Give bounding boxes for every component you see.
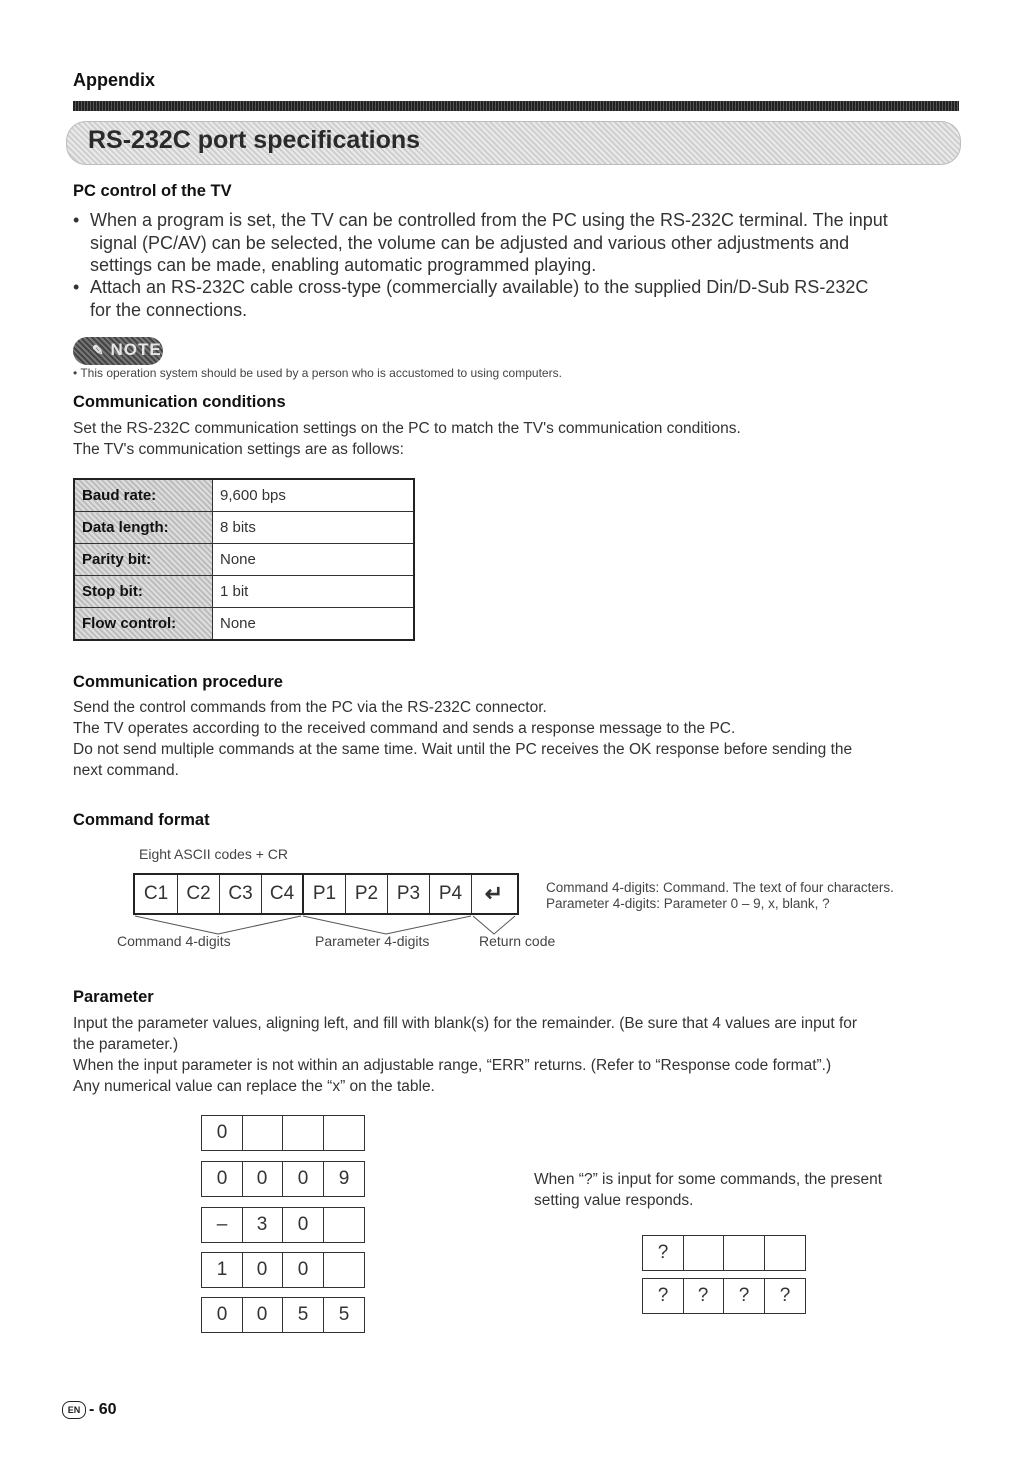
- bullet-2: [73, 276, 963, 321]
- command-label: Command 4-digits: [117, 933, 231, 949]
- setting-value: 9,600 bps: [213, 479, 415, 512]
- command-format-heading: Command format: [73, 811, 210, 829]
- parameter-heading: Parameter: [73, 988, 154, 1006]
- text-line: Any numerical value can replace the “x” on the table.: [73, 1078, 435, 1095]
- param-cell: ?: [724, 1278, 765, 1314]
- setting-value: 1 bit: [213, 576, 415, 608]
- table-row: [74, 479, 414, 512]
- setting-value: None: [213, 544, 415, 576]
- table-row: [74, 576, 414, 608]
- text-line: When “?” is input for some commands, the present: [534, 1171, 883, 1188]
- param-cell: 0: [283, 1161, 324, 1197]
- bullet-2-line-1: Attach an RS-232C cable cross-type (commercially available) to the supplied Din/D-Sub RS-232C: [90, 277, 869, 297]
- param-cell: [324, 1252, 365, 1288]
- setting-value: None: [213, 608, 415, 641]
- setting-label: Flow control:: [74, 608, 213, 641]
- table-row: [74, 544, 414, 576]
- text-line: The TV's communication settings are as follows:: [73, 441, 404, 458]
- parameter-text: [73, 1013, 973, 1097]
- param-cell: –: [201, 1207, 243, 1243]
- page-footer: [62, 1401, 117, 1419]
- pencil-icon: ✎: [92, 342, 105, 358]
- text-line: Do not send multiple commands at the same time. Wait until the PC receives the OK response before sending the: [73, 741, 853, 758]
- communication-conditions-heading: Communication conditions: [73, 393, 286, 411]
- setting-label: Parity bit:: [74, 544, 213, 576]
- table-row: [74, 608, 414, 641]
- header-rule: [73, 101, 959, 111]
- param-cell: [724, 1235, 765, 1271]
- bullet-dot: •: [73, 277, 80, 297]
- note-label-text: NOTE: [110, 340, 162, 359]
- setting-value: 8 bits: [213, 512, 415, 544]
- cmd-cell: C3: [228, 883, 253, 904]
- param-cell: 0: [201, 1161, 243, 1197]
- param-cell: 0: [242, 1252, 283, 1288]
- setting-label: Baud rate:: [74, 479, 213, 512]
- param-cell: 0: [283, 1207, 324, 1243]
- note-text-body: This operation system should be used by a person who is accustomed to using computers.: [80, 366, 562, 380]
- param-cell: [283, 1115, 324, 1151]
- bullet-dot: •: [73, 210, 80, 230]
- param-cell: 9: [324, 1161, 365, 1197]
- note-label: [92, 340, 162, 360]
- communication-procedure-text: [73, 697, 973, 781]
- cmd-cell: P1: [312, 883, 337, 904]
- return-arrow-icon: ↵: [484, 881, 504, 906]
- param-cell: [324, 1207, 365, 1243]
- command-format-diagram: [133, 873, 517, 915]
- text-line: next command.: [73, 762, 179, 779]
- cmd-cell: C1: [143, 883, 169, 904]
- param-cell: [242, 1115, 283, 1151]
- bullet-1-line-3: settings can be made, enabling automatic programmed playing.: [90, 255, 597, 275]
- page-title: RS-232C port specifications: [88, 126, 421, 154]
- text-line: Input the parameter values, aligning left, and fill with blank(s) for the remainder. (Be sure that 4 values are input for: [73, 1015, 858, 1032]
- cmd-cell: P4: [438, 883, 463, 904]
- command-notes: [546, 880, 894, 912]
- note-text: [73, 366, 562, 380]
- section-title: Appendix: [73, 70, 156, 90]
- page-number: - 60: [89, 1401, 117, 1418]
- text-line: Set the RS-232C communication settings on the PC to match the TV's communication conditions.: [73, 420, 741, 437]
- communication-procedure-heading: Communication procedure: [73, 673, 283, 691]
- param-cell: ?: [765, 1278, 806, 1314]
- note-line: Parameter 4-digits: Parameter 0 – 9, x, blank, ?: [546, 896, 830, 911]
- setting-label: Stop bit:: [74, 576, 213, 608]
- pc-control-heading: PC control of the TV: [73, 182, 232, 200]
- cmd-cell: C2: [186, 883, 211, 904]
- return-code-label: Return code: [479, 933, 556, 949]
- param-cell: 1: [201, 1252, 243, 1288]
- param-cell: [683, 1235, 724, 1271]
- bullet-dot: •: [73, 366, 81, 380]
- param-cell: 5: [283, 1297, 324, 1333]
- param-cell: 0: [242, 1161, 283, 1197]
- cmd-cell: P2: [354, 883, 379, 904]
- text-line: Send the control commands from the PC via the RS-232C connector.: [73, 699, 547, 716]
- param-cell: [324, 1115, 365, 1151]
- cmd-cell: P3: [396, 883, 421, 904]
- communication-conditions-text: [73, 418, 741, 460]
- bullet-1-line-1: When a program is set, the TV can be controlled from the PC using the RS-232C terminal. The input: [90, 210, 888, 230]
- bullet-2-line-2: for the connections.: [90, 299, 248, 320]
- param-cell: 0: [242, 1297, 283, 1333]
- bullet-1-line-2: signal (PC/AV) can be selected, the volume can be adjusted and various other adjustments and: [90, 232, 850, 253]
- query-text: [534, 1169, 882, 1211]
- param-cell: [765, 1235, 806, 1271]
- param-cell: 0: [283, 1252, 324, 1288]
- param-cell: ?: [642, 1235, 684, 1271]
- text-line: The TV operates according to the received command and sends a response message to the PC.: [73, 720, 736, 737]
- table-row: [74, 512, 414, 544]
- note-line: Command 4-digits: Command. The text of four characters.: [546, 880, 894, 895]
- text-line: the parameter.): [73, 1036, 179, 1053]
- command-caption: Eight ASCII codes + CR: [139, 846, 289, 862]
- param-cell: ?: [642, 1278, 684, 1314]
- cmd-cell: C4: [269, 883, 295, 904]
- param-cell: 0: [201, 1115, 243, 1151]
- param-cell: 3: [242, 1207, 283, 1243]
- text-line: When the input parameter is not within an adjustable range, “ERR” returns. (Refer to “Response code format”.): [73, 1057, 832, 1074]
- param-cell: ?: [683, 1278, 724, 1314]
- parameter-label: Parameter 4-digits: [315, 933, 430, 949]
- param-cell: 0: [201, 1297, 243, 1333]
- setting-label: Data length:: [74, 512, 213, 544]
- bullet-1: [73, 209, 963, 277]
- param-cell: 5: [324, 1297, 365, 1333]
- text-line: setting value responds.: [534, 1192, 694, 1209]
- settings-table: [73, 478, 415, 641]
- language-badge: EN: [62, 1401, 86, 1419]
